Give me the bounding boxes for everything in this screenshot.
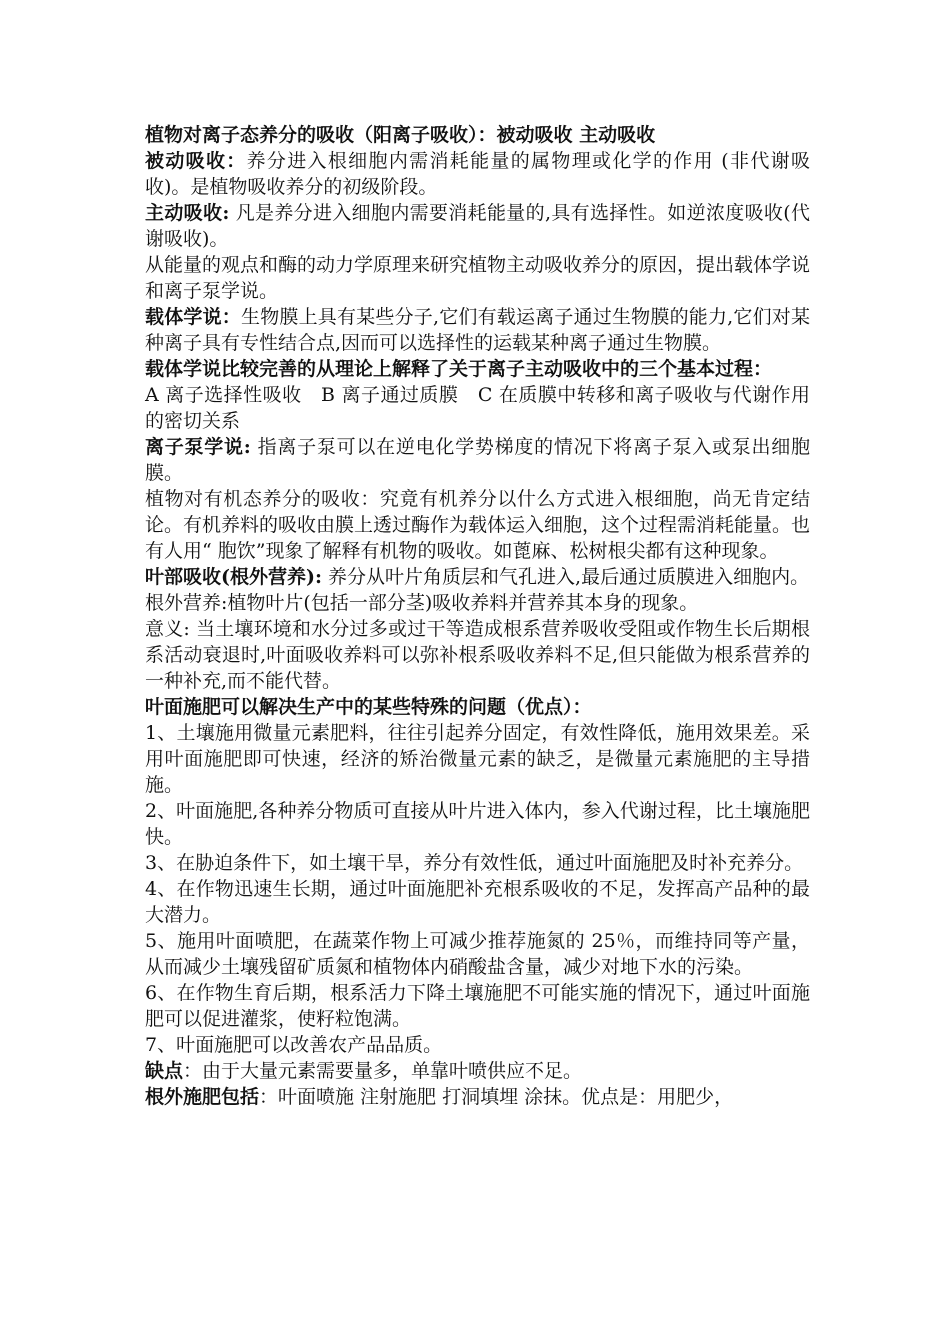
- text-disadvantage: ：由于大量元素需要量多，单靠叶喷供应不足。: [183, 1060, 583, 1082]
- advantage-item: 7、叶面施肥可以改善农产品品质。: [145, 1034, 443, 1056]
- paragraph-foliar-methods: [145, 1084, 810, 1110]
- advantage-item: 1、土壤施用微量元素肥料，往往引起养分固定，有效性降低，施用效果差。采用叶面施肥即可快速，经济的矫治微量元素的缺乏，是微量元素施肥的主导措施。: [145, 722, 810, 796]
- term-foliar-absorption: 叶部吸收(根外营养):: [145, 566, 322, 588]
- paragraph-active-absorption: [145, 200, 810, 252]
- paragraph-passive-absorption: [145, 148, 810, 200]
- term-active-absorption: 主动吸收:: [145, 202, 230, 224]
- paragraph-disadvantage: [145, 1058, 810, 1084]
- paragraph-significance: 意义: 当土壤环境和水分过多或过干等造成根系营养吸收受阻或作物生长后期根系活动衰退时,叶面吸收养料可以弥补根系吸收养料不足,但只能做为根系营养的一种补充,而不能代替。: [145, 618, 810, 692]
- paragraph-foliar-definition: 根外营养:植物叶片(包括一部分茎)吸收养料并营养其本身的现象。: [145, 592, 699, 614]
- document-page: [145, 122, 810, 1110]
- term-passive-absorption: 被动吸收：: [145, 150, 247, 172]
- advantage-item: 2、叶面施肥,各种养分物质可直接从叶片进入体内，参入代谢过程，比土壤施肥快。: [145, 800, 810, 848]
- advantage-item: 3、在胁迫条件下，如土壤干旱，养分有效性低，通过叶面施肥及时补充养分。: [145, 852, 804, 874]
- paragraph-ion-pump: [145, 434, 810, 486]
- text-carrier-theory: 生物膜上具有某些分子,它们有载运离子通过生物膜的能力,它们对某种离子具有专性结合点,因而可以选择性的运载某种离子通过生物膜。: [145, 306, 810, 354]
- advantage-item: 5、施用叶面喷肥，在蔬菜作物上可减少推荐施氮的 25％，而维持同等产量，从而减少土壤残留矿质氮和植物体内硝酸盐含量，减少对地下水的污染。: [145, 930, 810, 978]
- paragraph-organic-absorption: 植物对有机态养分的吸收：究竟有机养分以什么方式进入根细胞，尚无肯定结论。有机养料的吸收由膜上透过酶作为载体运入细胞，这个过程需消耗能量。也有人用“ 胞饮”现象了解释有机物的吸收。如蓖麻、松树根尖都有这种现象。: [145, 488, 811, 562]
- paragraph-carrier-processes: A 离子选择性吸收 B 离子通过质膜 C 在质膜中转移和离子吸收与代谢作用的密切关系: [145, 384, 810, 432]
- text-active-absorption: 凡是养分进入细胞内需要消耗能量的,具有选择性。如逆浓度吸收(代谢吸收)。: [145, 202, 810, 250]
- paragraph-foliar-absorption: [145, 564, 810, 590]
- paragraph-energy-viewpoint: 从能量的观点和酶的动力学原理来研究植物主动吸收养分的原因，提出载体学说和离子泵学说。: [145, 254, 811, 302]
- text-foliar-absorption: 养分从叶片角质层和气孔进入,最后通过质膜进入细胞内。: [322, 566, 810, 588]
- paragraph-carrier-theory: [145, 304, 810, 356]
- document-title: 植物对离子态养分的吸收（阳离子吸收）：被动吸收 主动吸收: [145, 124, 656, 146]
- heading-advantages: 叶面施肥可以解决生产中的某些特殊的问题（优点）：: [145, 696, 592, 718]
- term-carrier-theory: 载体学说：: [145, 306, 241, 328]
- term-disadvantage: 缺点: [145, 1060, 184, 1082]
- text-ion-pump: 指离子泵可以在逆电化学势梯度的情况下将离子泵入或泵出细胞膜。: [145, 436, 810, 484]
- term-foliar-methods: 根外施肥包括: [145, 1086, 260, 1108]
- advantage-item: 4、在作物迅速生长期，通过叶面施肥补充根系吸收的不足，发挥高产品种的最大潜力。: [145, 878, 810, 926]
- text-passive-absorption: 养分进入根细胞内需消耗能量的属物理或化学的作用 (非代谢吸收)。是植物吸收养分的初级阶段。: [145, 150, 810, 198]
- heading-carrier-processes: 载体学说比较完善的从理论上解释了关于离子主动吸收中的三个基本过程：: [145, 358, 773, 380]
- text-foliar-methods: ：叶面喷施 注射施肥 打洞填埋 涂抹。优点是：用肥少，: [259, 1086, 734, 1108]
- advantage-item: 6、在作物生育后期，根系活力下降土壤施肥不可能实施的情况下，通过叶面施肥可以促进灌浆，使籽粒饱满。: [145, 982, 810, 1030]
- term-ion-pump: 离子泵学说:: [145, 436, 251, 458]
